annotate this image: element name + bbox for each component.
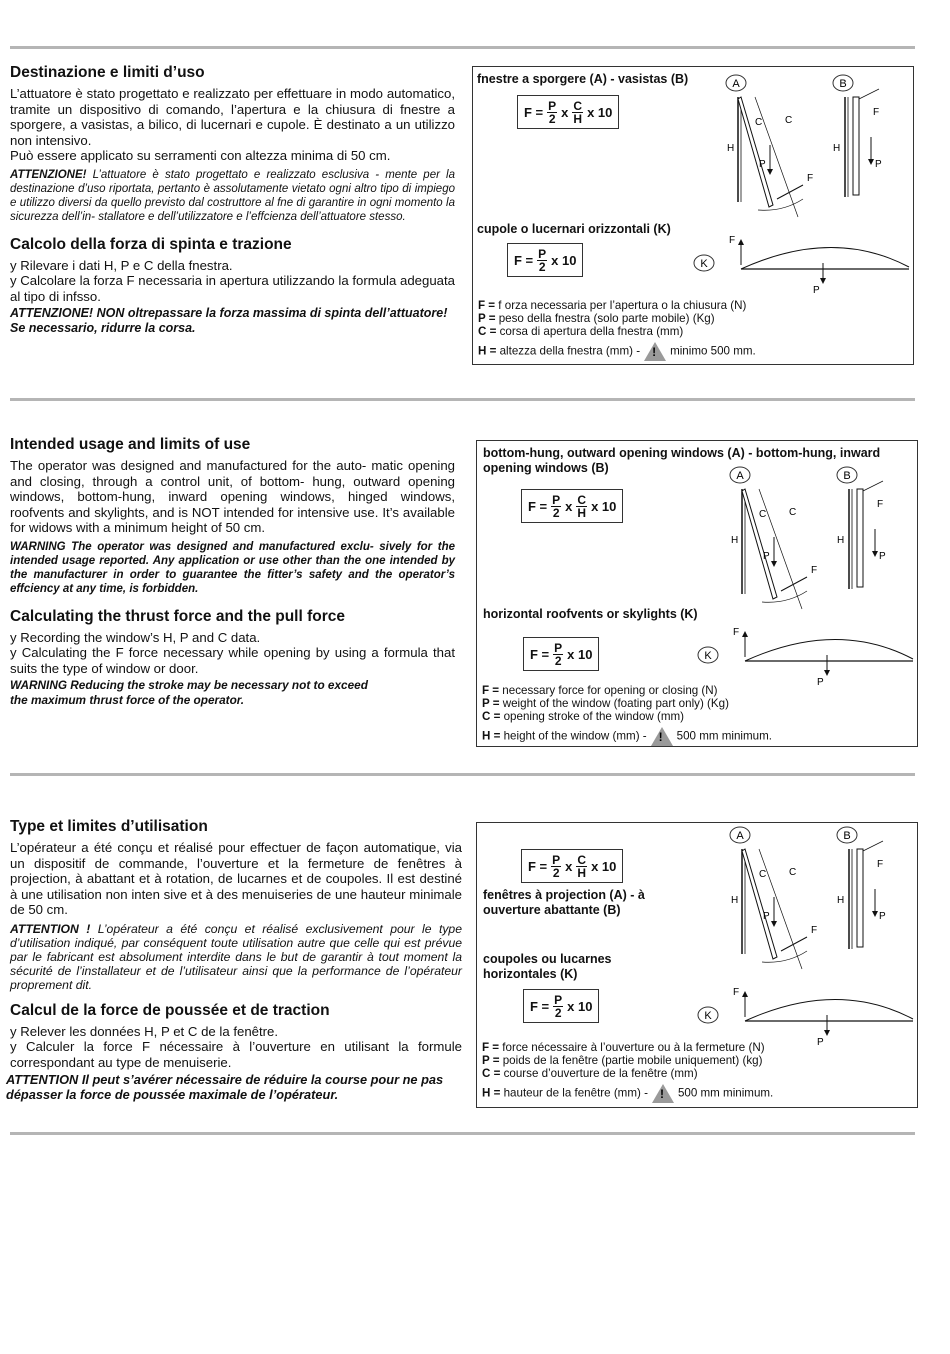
- list-item: y Recording the window’s H, P and C data.: [10, 629, 261, 645]
- warning-text: [10, 922, 462, 992]
- sash: [857, 849, 863, 947]
- c-label: C: [759, 509, 767, 520]
- formula-k: F = $\frac{P}{2}$ x 10: [523, 637, 599, 671]
- label-text: B: [843, 830, 851, 842]
- formula-ab: F = $\frac{P}{2}$ x $\frac{C}{H}$ x 10: [521, 489, 623, 523]
- calc-title: Calcolo della forza di spinta e trazione: [10, 235, 292, 253]
- warning-text: WARNING Reducing the stroke may be necessary not to exceed: [10, 678, 368, 692]
- arrowhead: [824, 1030, 830, 1036]
- c-label: C: [789, 507, 797, 518]
- p-label: P: [817, 677, 824, 688]
- section-title: Type et limites d’utilisation: [10, 818, 208, 835]
- p-label: P: [879, 551, 886, 562]
- section-divider: [10, 398, 915, 401]
- c-label: C: [785, 115, 793, 126]
- p-label: P: [813, 285, 820, 296]
- intro-text: Può essere applicato su serramenti con altezza minima di 50 cm.: [10, 148, 391, 163]
- list-item: y Calculating the F force necessary while opening by using a formula that suits the type of window or door.: [10, 645, 455, 676]
- formula-box-en: [476, 440, 918, 747]
- calc-title: Calculating the thrust force and the pull force: [10, 607, 346, 625]
- warning-body: The operator was designed and manufactured exclu- sively for the intended usage reported. Any application or use other than the one intended by the manufacturer in order to guarantee the fitter’s safety and the operator’s effciency at any time, is forbidden.: [10, 540, 455, 595]
- warning-label: ATTENTION !: [10, 921, 91, 936]
- formula-k: F = $\frac{P}{2}$ x 10: [523, 989, 599, 1023]
- label-text: B: [839, 78, 847, 90]
- c-label: C: [755, 117, 763, 128]
- box-title: fenêtres à projection (A) - à ouverture abattante (B): [483, 888, 645, 917]
- arc: [762, 591, 807, 602]
- arrowhead: [771, 921, 777, 927]
- label-text: A: [736, 470, 744, 482]
- sash: [742, 849, 777, 959]
- arc: [762, 951, 807, 962]
- warning-text: ATTENTION Il peut s’avérer nécessaire de réduire la course pour ne pas dépasser la force de poussée maximale de l’opérateur.: [6, 1072, 444, 1102]
- stroke-line: [863, 481, 883, 491]
- window-diagram: [473, 67, 913, 307]
- warning-body: L’opérateur a été conçu et réalisé exclusivement pour le type d’utilisation indiqué, par conséquent toute utilisation autre que celle qui est prévue par le fabricant est absolument interdite dans le but de garantir à tout moment la sécurité de l’installateur et de l’utilisateur ainsi que la performance de l’opérateur proprement dit.: [10, 921, 462, 992]
- h-label: H: [731, 895, 739, 906]
- warning-text: the maximum thrust force of the operator.: [10, 693, 245, 707]
- warning-label: WARNING: [10, 540, 66, 553]
- sash: [857, 489, 863, 587]
- section-divider: [10, 773, 915, 776]
- force-arrow: [781, 937, 807, 951]
- h-label: H: [837, 535, 845, 546]
- f-label: F: [877, 859, 884, 870]
- section-divider: [10, 46, 915, 49]
- french-text-column: [6, 818, 462, 1102]
- f-label: F: [877, 499, 884, 510]
- p-label: P: [879, 911, 886, 922]
- english-text-column: [10, 436, 455, 708]
- warning-text: [10, 168, 455, 224]
- h-label: H: [727, 143, 735, 154]
- arrowhead: [824, 670, 830, 676]
- f-label: F: [873, 107, 880, 118]
- force-arrow: [777, 185, 803, 199]
- h-label: H: [833, 143, 841, 154]
- warning-icon: !: [644, 342, 666, 361]
- list-item: y Calculer la force F nécessaire à l’ouverture en utilisant la formule correspondant au type de menuiserie.: [10, 1039, 462, 1070]
- stroke-line: [859, 89, 879, 99]
- skylight-dome: [741, 247, 909, 269]
- intro-text: L’attuatore è stato progettato e realizzato per effettuare in modo automatico, tramite un dispositivo di comando, l’apertura e la chiusura di fnestre a sporgere, a vasistas, a bilico, di lucernari e cupole. È destinato a un utilizzo non intensivo.: [10, 86, 455, 148]
- list-item: y Relever les données H, P et C de la fenêtre.: [10, 1023, 279, 1039]
- list-item: y Calcolare la forza F necessaria in apertura utilizzando la formula adeguata al tipo di infsso.: [10, 273, 455, 304]
- force-arrow: [781, 577, 807, 591]
- arrowhead: [742, 991, 748, 997]
- section-title: Intended usage and limits of use: [10, 436, 251, 453]
- calc-title: Calcul de la force de poussée et de traction: [10, 1001, 330, 1019]
- p-label: P: [763, 911, 770, 922]
- list-item: y Rilevare i dati H, P e C della fnestra.: [10, 257, 233, 273]
- arrowhead: [738, 239, 744, 245]
- skylight-dome: [745, 999, 913, 1021]
- arrowhead: [767, 169, 773, 175]
- p-label: P: [817, 1037, 824, 1048]
- p-label: P: [763, 551, 770, 562]
- section-title: Destinazione e limiti d’uso: [10, 64, 205, 81]
- section-divider: [10, 1132, 915, 1135]
- warning-text: ATTENZIONE! NON oltrepassare la forza massima di spinta dell’attuatore! Se necessario, ridurre la corsa.: [10, 306, 448, 335]
- box-title: fnestre a sporgere (A) - vasistas (B): [477, 72, 689, 86]
- label-text: K: [704, 1010, 712, 1022]
- warning-text: [10, 540, 455, 596]
- arrowhead: [872, 551, 878, 557]
- label-text: K: [704, 650, 712, 662]
- f-label: F: [811, 565, 818, 576]
- formula-k: F = $\frac{P}{2}$ x 10: [507, 243, 583, 277]
- f-label: F: [729, 235, 736, 246]
- box-title: coupoles ou lucarnes horizontales (K): [483, 952, 612, 981]
- window-diagram: [477, 459, 917, 719]
- warning-body: L’attuatore è stato progettato e realizzato esclusiva - mente per la destinazione d’uso riportata, pertanto è assolutamente vietato ogni altro tipo di impiego e utilizzo diversi da quello previsto dal costruttore al fne di garantire in ogni momento la sicurezza dell’in- stallatore e dell’utilizzatore e l’effcienza dell’attuatore stesso.: [10, 168, 455, 223]
- label-text: A: [736, 830, 744, 842]
- legend: F = force nécessaire à l’ouverture ou à la fermeture (N) P = poids de la fenêtre (partie mobile uniquement) (kg) C = course d’ouverture de la fenêtre (mm) H = hauteur de la fenêtre (mm) - ! 500 mm minimum.: [482, 1041, 774, 1101]
- p-label: P: [875, 159, 882, 170]
- f-label: F: [733, 987, 740, 998]
- window-diagram: [477, 819, 917, 1049]
- warning-icon: !: [652, 1084, 674, 1103]
- f-label: F: [733, 627, 740, 638]
- f-label: F: [811, 925, 818, 936]
- sash: [742, 489, 777, 599]
- arrowhead: [771, 561, 777, 567]
- label-text: K: [700, 258, 708, 270]
- arc: [758, 199, 803, 210]
- label-text: B: [843, 470, 851, 482]
- f-label: F: [807, 173, 814, 184]
- italian-text-column: [10, 64, 455, 336]
- arrowhead: [868, 159, 874, 165]
- box-title: bottom-hung, outward opening windows (A) - bottom-hung, inward opening windows (B): [483, 446, 881, 475]
- intro-text: The operator was designed and manufactured for the auto- matic opening and closing, through a control unit, of bottom- hung, outward opening windows, bottom-hung, inward opening windows, hinged windows, roofvents and skylights, and is NOT intended for intensive use. It’s available for widows with a minimum height of 50 cm.: [10, 458, 455, 535]
- formula-ab: F = $\frac{P}{2}$ x $\frac{C}{H}$ x 10: [521, 849, 623, 883]
- formula-box-fr: [476, 822, 918, 1108]
- intro-text: L’opérateur a été conçu et réalisé pour effectuer de façon automatique, via un dispositif de commande, l’ouverture et la fermeture de fenêtres à projection, à abattant et à rotation, de lucarnes et de coupoles. Il est destiné à une utilisation non inten sive et à des menuiseries de une hauteur minimale de 50 cm.: [10, 840, 462, 917]
- label-text: A: [732, 78, 740, 90]
- stroke-line: [863, 841, 883, 851]
- warning-label: ATTENZIONE!: [10, 168, 87, 181]
- arrowhead: [742, 631, 748, 637]
- formula-ab: F = $\frac{P}{2}$ x $\frac{C}{H}$ x 10: [517, 95, 619, 129]
- c-label: C: [759, 869, 767, 880]
- c-label: C: [789, 867, 797, 878]
- legend: F = f orza necessaria per l’apertura o la chiusura (N) P = peso della fnestra (solo parte mobile) (Kg) C = corsa di apertura della fnestra (mm) H = altezza della fnestra (mm) - ! minimo 500 mm.: [478, 299, 756, 359]
- skylight-dome: [745, 639, 913, 661]
- p-label: P: [759, 159, 766, 170]
- warning-icon: !: [651, 727, 673, 746]
- sash: [853, 97, 859, 195]
- h-label: H: [731, 535, 739, 546]
- sash: [738, 97, 773, 207]
- legend: F = necessary force for opening or closing (N) P = weight of the window (foating part only) (Kg) C = opening stroke of the window (mm) H = height of the window (mm) - ! 500 mm minimum.: [482, 684, 772, 744]
- arrowhead: [872, 911, 878, 917]
- arrowhead: [820, 278, 826, 284]
- box-title: cupole o lucernari orizzontali (K): [477, 222, 671, 236]
- box-title: horizontal roofvents or skylights (K): [483, 607, 698, 621]
- h-label: H: [837, 895, 845, 906]
- formula-box-it: [472, 66, 914, 365]
